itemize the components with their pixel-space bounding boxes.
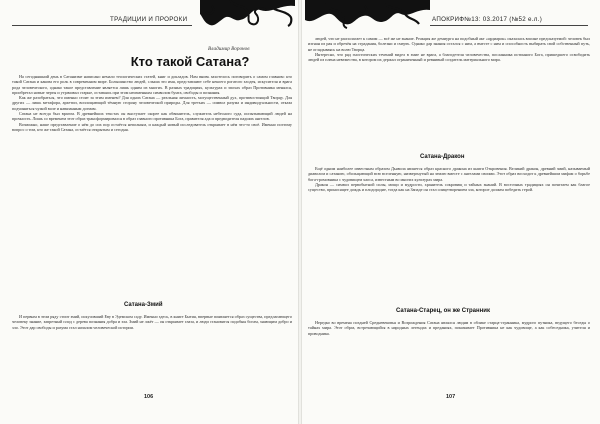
right-column-body-3 [308,320,590,336]
paragraph: Возможно, наше представление о нём до сих пор остаётся неполным, и каждый новый исследователь открывает в нём что-то своё. Именно поэтому вопрос о том, кто же такой Сатана, остаётся открытым и сегодня. [12,121,292,132]
paragraph: Дракон — символ первобытной силы, мощи и мудрости, хранитель сокровищ и тайных знаний. В восточных традициях он почитаем как благое существо, приносящее дождь и плодородие, тогда как на Западе он стал олицетворением зла, которое должен победить герой. [308,181,590,193]
subheading-serpent: Сатана-Змий [124,302,163,308]
tribal-ornament-icon [305,0,430,30]
issue-header: АПОКРИФ№13: 03.2017 (№52 е.л.) [432,16,543,23]
header-rule-left [12,25,192,26]
header-rule-right [430,25,588,26]
article-title: Кто такой Сатана? [130,54,250,69]
paragraph: Нередко во времена поздней Средневековья и Возрождения Сатана являлся людям в облике старца-странника, мудрого путника, ведущего беседы о тайнах мира. Этот образ, встречающийся в народных легендах и преданиях, показывает Противника не как чудовище, а как собеседника, учителя и проводника. [308,320,590,336]
paragraph: Сатана не всегда был врагом. В древнейших текстах он выступает скорее как обвинитель, служитель небесного суда, испытывающий людей на прочность. Лишь со временем этот образ трансформировался в образ главного противника Бога, правителя ада и предводителя падших ангелов. [12,111,292,122]
page-number-left: 106 [144,394,154,400]
subheading-dragon: Сатана-Дракон [420,154,465,160]
right-column-body-2 [308,166,590,192]
subheading-elder: Сатана-Старец, он же Странник [396,308,490,314]
author-byline: Владимир Воронов [208,46,250,52]
paragraph: На сегодняшний день в Сатанизме написано немало теологических статей, книг и докладов. Нам вновь захотелось поговорить о самом главном: кто такой Сатана и какова его роль в современном мире. Большинство людей, слыша это имя, представляют себе некоего рогатого злодея, искусителя и врага рода человеческого, однако такое представление является лишь одним из многих. В разных традициях, культурах и эпохах образ Противника менялся, приобретал новые черты и утрачивал старые, оставаясь при этом неизменным символом бунта, свободы и познания. [12,74,292,95]
book-gutter [298,0,302,424]
section-title: ТРАДИЦИИ И ПРОРОКИ [110,16,188,23]
tribal-ornament-icon [200,0,295,30]
left-column-body-2 [12,314,292,330]
paragraph: Интересно, что ряд гностических течений видел в змие не врага, а благодетеля человечества, посланника истинного Бога, пришедшего освободить людей из плена невежества, в котором их держал ограниченный и ревнивый создатель материального мира. [308,51,590,63]
paragraph: людей, что не располагает к самим — всё же не знание. Реакция же демиурга на подобный акт «ардиарок» оказалась вполне предсказуемой: человек был изгнан из рая и обречён на страдания, болезни и смерть. Однако дар знания остался с ним, а вместе с ним и способность выбирать свой собственный путь, не оглядываясь на волю Творца. [308,36,590,52]
paragraph: Как же разобраться, что именно стоит за этим именем? Для одних Сатана — реальная личность, могущественный дух, противостоящий Творцу. Для других — лишь метафора, архетип, воплощающий тёмную сторону человеческой природы. Для третьих — символ разума и индивидуальности, отказа подчиняться чужой воле и навязанным догмам. [12,95,292,111]
left-column-body-1 [12,74,292,132]
flourish-ornament-left [200,0,295,30]
flourish-ornament-right [305,0,430,30]
paragraph: И первым в этом ряду стоит змий, искусивший Еву в Эдемском саду. Именно здесь, в книге Бытия, впервые появляется образ существа, предлагающего человеку знание, запретный плод с дерева познания добра и зла. Змий не лжёт — он открывает глаза, и люди становятся подобны богам, знающим добро и зло. Этот дар свободы и разума стал началом человеческой истории. [12,314,292,330]
page-number-right: 107 [446,394,456,400]
paragraph: Ещё одним наиболее известным образом Дьявола является образ красного дракона из книги Откровения. Великий дракон, древний змий, называемый диаволом и сатаною, обольщающий всю вселенную, низвергнутый на землю вместе с ангелами своими. Этот образ восходит к древнейшим мифам о борьбе бога-громовника с чудовищем хаоса, известным во многих культурах мира. [308,166,590,182]
right-column-body-1 [308,36,590,62]
